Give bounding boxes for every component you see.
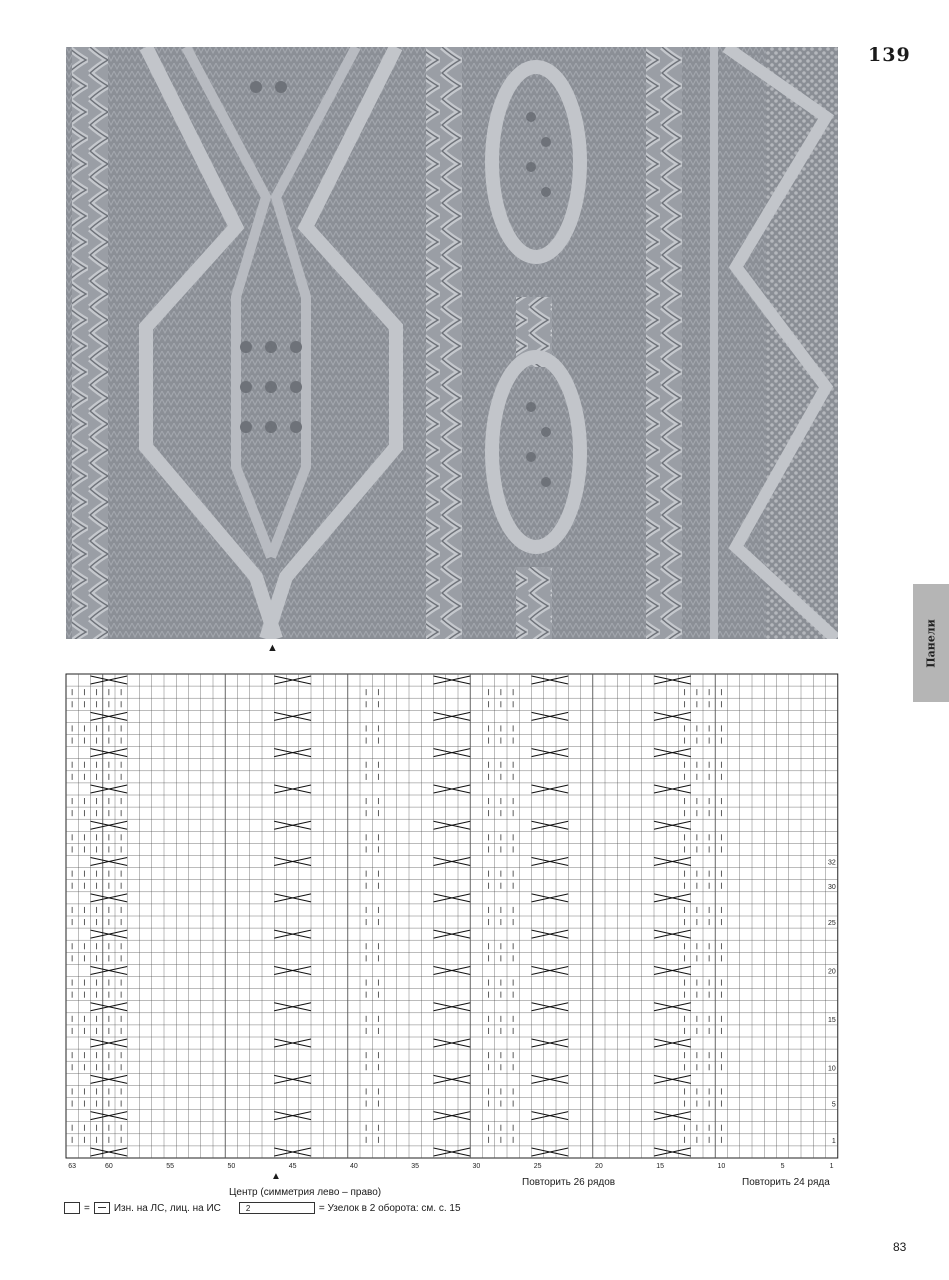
- cable-pattern-illustration: [66, 47, 838, 639]
- center-marker-triangle: ▲: [267, 642, 278, 654]
- legend-equals: =: [84, 1202, 90, 1214]
- knot-symbol-icon: [239, 1202, 315, 1214]
- column-number: 45: [288, 1163, 297, 1170]
- column-number: 60: [104, 1163, 113, 1170]
- column-number: 15: [656, 1163, 665, 1170]
- repeat-label-right: Повторить 24 ряда: [742, 1177, 830, 1188]
- column-number: 40: [349, 1163, 358, 1170]
- column-number: 30: [472, 1163, 481, 1170]
- chart-grid: [62, 672, 862, 1177]
- knitted-sample-photo: [66, 47, 838, 639]
- row-number: 15: [827, 1016, 836, 1024]
- row-number: 5: [831, 1101, 836, 1109]
- legend: [64, 1202, 461, 1214]
- section-tab[interactable]: [913, 584, 949, 702]
- legend-knot-label: = Узелок в 2 оборота: см. с. 15: [318, 1202, 461, 1214]
- column-number: 50: [227, 1163, 236, 1170]
- section-tab-label: Панели: [924, 618, 938, 668]
- repeat-label-left: Повторить 26 рядов: [522, 1177, 616, 1188]
- row-number: 1: [831, 1137, 836, 1145]
- center-marker-bottom-icon: ▲: [271, 1171, 281, 1182]
- knot-symbol-number: 2: [245, 1203, 251, 1213]
- column-number: 10: [717, 1163, 726, 1170]
- center-symmetry-label: Центр (симметрия лево – право): [229, 1187, 382, 1198]
- column-number: 25: [533, 1163, 542, 1170]
- column-number: 35: [411, 1163, 420, 1170]
- legend-purl-label: Изн. на ЛС, лиц. на ИС: [113, 1202, 221, 1214]
- column-number: 63: [68, 1163, 77, 1170]
- row-number: 25: [827, 920, 836, 928]
- page-number: 83: [893, 1240, 907, 1254]
- row-number: 30: [827, 883, 836, 891]
- empty-cell-icon: [64, 1202, 80, 1214]
- row-number: 20: [827, 968, 836, 976]
- purl-symbol-icon: [94, 1202, 110, 1214]
- column-number: 5: [780, 1163, 785, 1170]
- column-number: 55: [166, 1163, 175, 1170]
- column-number: 1: [829, 1163, 834, 1170]
- row-number: 10: [827, 1065, 836, 1073]
- column-number: 20: [594, 1163, 603, 1170]
- pattern-number: 139: [868, 44, 911, 66]
- knitting-chart: [62, 672, 862, 1182]
- row-number: 32: [827, 859, 836, 867]
